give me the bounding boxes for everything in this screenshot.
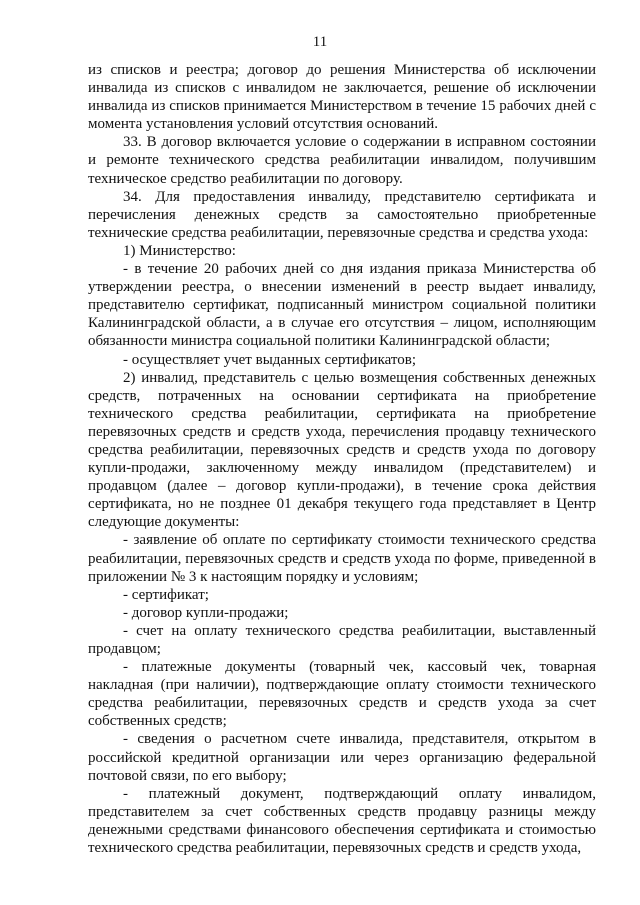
list-item: - счет на оплату технического средства реабилитации, выставленный продавцом; [88,622,596,657]
paragraph-clause-33: 33. В договор включается условие о содержании в исправном состоянии и ремонте технического средства реабилитации инвалидом, получившим техническое средство реабилитации по договору. [88,134,596,187]
list-item: - в течение 20 рабочих дней со дня издания приказа Министерства об утверждении реестра, о внесении изменений в реестр выдает инвалиду, представителю сертификат, подписанный министром социальной политики Калининградской области, а в случае его отсутствия – лицом, исполняющим обязанности министра социальной политики Калининградской области; [88,261,596,350]
document-body [88,61,596,857]
subclause-2: 2) инвалид, представитель с целью возмещения собственных денежных средств, потраченных на основании сертификата на приобретение технического средства реабилитации, сертификата на приобретение перевязочных средств и средств ухода, перечисления продавцу технического средства реабилитации, перевязочных средств и средств ухода по договору купли-продажи, заключенному между инвалидом (представителем) и продавцом (далее – договор купли-продажи), в течение срока действия сертификата, но не позднее 01 декабря текущего года представляет в Центр следующие документы: [88,369,596,531]
list-item: - платежные документы (товарный чек, кассовый чек, товарная накладная (при наличии), подтверждающие оплату стоимости технического средства реабилитации, перевязочных средств и средств ухода за счет собственных средств; [88,659,596,730]
paragraph-clause-34: 34. Для предоставления инвалиду, представителю сертификата и перечисления денежных средств за самостоятельно приобретенные технические средства реабилитации, перевязочные средства и средства ухода: [88,188,596,241]
page-number: 11 [312,34,328,50]
subclause-1-heading: 1) Министерство: [123,242,236,259]
list-item: - заявление об оплате по сертификату стоимости технического средства реабилитации, перевязочных средств и средств ухода по форме, приведенной в приложении № 3 к настоящим порядку и условиям; [88,532,596,585]
list-item: - осуществляет учет выданных сертификатов; [123,351,417,368]
list-item: - сертификат; [123,586,209,603]
list-item: - сведения о расчетном счете инвалида, представителя, открытом в российской кредитной организации или через организацию федеральной почтовой связи, по его выбору; [88,731,596,784]
paragraph-continuation: из списков и реестра; договор до решения Министерства об исключении инвалида из списков с инвалидом не заключается, решение об исключении инвалида из списков принимается Министерством в течение 15 рабочих дней с момента установления условий отсутствия оснований. [88,62,596,133]
list-item: - договор купли-продажи; [123,604,289,621]
list-item: - платежный документ, подтверждающий оплату инвалидом, представителем за счет собственных средств продавцу разницы между денежными средствами финансового обеспечения сертификата и стоимостью технического средства реабилитации, перевязочных средств и средств ухода, [88,785,596,857]
